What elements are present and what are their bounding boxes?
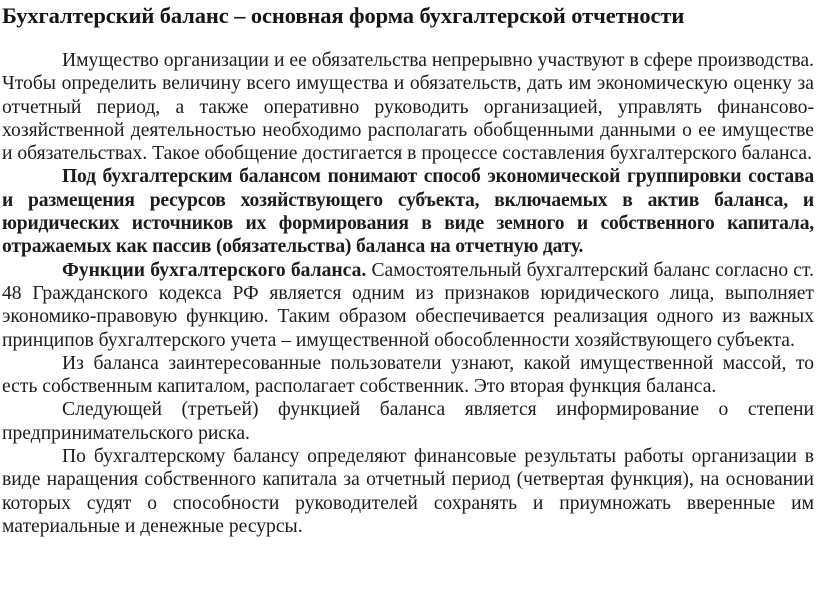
functions-text: Самостоятельный бухгалтерский баланс согласно ст. 48 Гражданского кодекса РФ является одним из признаков юридического лица, выполняет экономико-правовую функцию. Таким образом обеспечивается реализация одного из важных принципов бухгалтерского учета – имущественной обособленности хозяйствующего субъекта. [2, 259, 814, 351]
document-title: Бухгалтерский баланс – основная форма бухгалтерской отчетности [2, 3, 685, 28]
paragraph-third-function: Следующей (третьей) функцией баланса является информирование о степени предпринимательского риска. [2, 399, 814, 444]
paragraph-functions [2, 259, 814, 352]
functions-heading: Функции бухгалтерского баланса. [62, 259, 367, 281]
paragraph-definition: Под бухгалтерским балансом понимают способ экономической группировки состава и размещения ресурсов хозяйствующего субъекта, включаемых в актив баланса, и юридических источников их формирования в виде земного и собственного капитала, отражаемых как пассив (обязательства) баланса на отчетную дату. [2, 166, 814, 258]
document-page [2, 0, 814, 538]
paragraph-intro: Имущество организации и ее обязательства непрерывно участвуют в сфере производства. Чтобы определить величину всего имущества и обязательств, дать им экономическую оценку за отчетный период, а также оперативно руководить организацией, управлять финансово-хозяйственной деятельностью необходимо располагать обобщенными данными о ее имуществе и обязательствах. Такое обобщение достигается в процессе составления бухгалтерского баланса. [2, 50, 814, 165]
paragraph-second-function: Из баланса заинтересованные пользователи узнают, какой имущественной массой, то есть собственным капиталом, располагает собственник. Это вторая функция баланса. [2, 352, 814, 398]
document-body [2, 49, 814, 538]
paragraph-fourth-function: По бухгалтерскому балансу определяют финансовые результаты работы организации в виде наращения собственного капитала за отчетный период (четвертая функция), на основании которых судят о способности руководителей сохранять и приумножать вверенные им материальные и денежные ресурсы. [2, 446, 814, 537]
